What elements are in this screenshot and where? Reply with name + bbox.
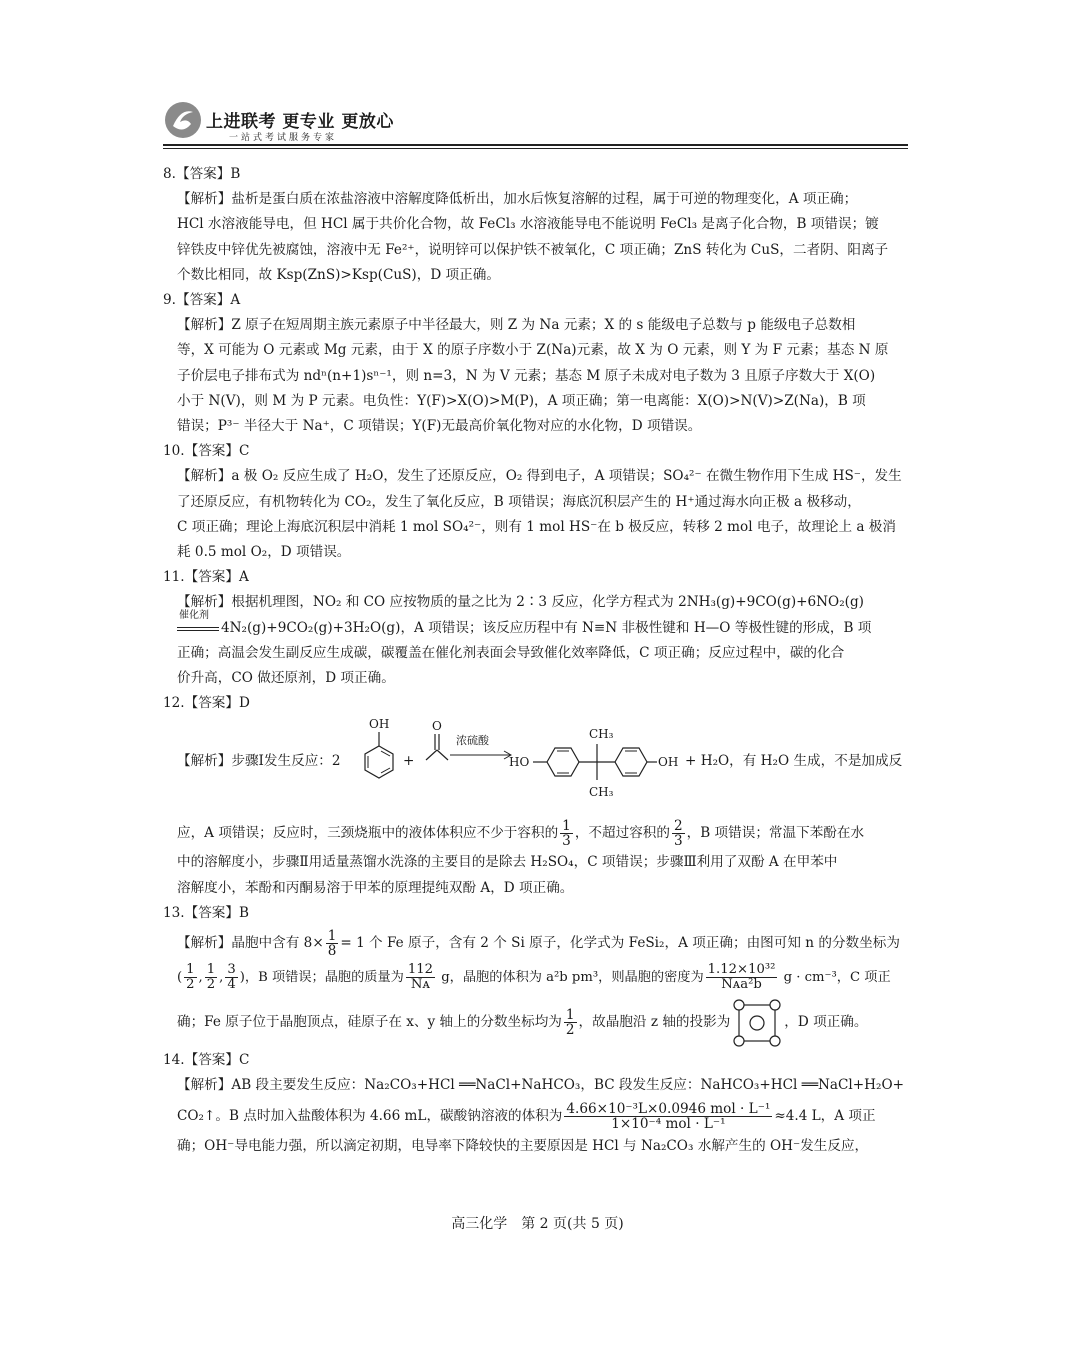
explanation-line: 子价层电子排布式为 ndⁿ(n+1)sⁿ⁻¹，则 n=3，N 为 V 元素；基态 M 原子未成对电子数为 3 且原子序数大于 X(O) [177,367,876,384]
text-fragment: CO₂↑。B 点时加入盐酸体积为 4.66 mL，碳酸钠溶液的体积为 [177,1108,563,1125]
text-fragment: g，晶胞的体积为 a²b pm³，则晶胞的密度为 [437,970,704,986]
fraction [564,1102,772,1131]
answer-label: 13.【答案】B [163,904,249,921]
numerator: 1 [186,962,195,978]
denominator: Nᴀ [410,977,430,993]
brand-title: 上进联考 更专业 更放心 [206,112,394,132]
text-fragment: )，B 项错误；晶胞的质量为 [239,970,404,986]
page-header [163,100,908,155]
text-fragment: ，B 项错误；常温下苯酚在水 [686,825,865,842]
explanation-line: 【解析】AB 段主要发生反应：Na₂CO₃+HCl ══NaCl+NaHCO₃，BC 段发生反应：NaHCO₃+HCl ══NaCl+H₂O+ [177,1077,904,1094]
text-fragment: ≈4.4 L，A 项正 [774,1108,876,1125]
fraction [184,963,196,992]
text-fragment: g · cm⁻³，C 项正 [779,970,891,986]
ch3-bottom-label: CH₃ [589,785,614,800]
oh-right-label: OH [658,755,679,770]
denominator: 2 [206,977,216,993]
catalyst-label: 催化剂 [179,610,209,622]
explanation-line [163,610,911,641]
fraction [564,1008,577,1037]
reaction-suffix: + H₂O，有 H₂O 生成，不是加成反 [685,753,903,770]
answer-label: 9.【答案】A [163,292,241,309]
plus-sign: + [403,753,415,770]
denominator: 3 [673,833,683,850]
page-footer: 高三化学 第 2 页(共 5 页) [451,1216,624,1232]
text-fragment: 应，A 项错误；反应时，三颈烧瓶中的液体体积应不少于容积的 [177,825,559,842]
equal-line [177,630,219,631]
fraction [560,819,573,848]
denominator: 2 [565,1022,575,1039]
oh-label: OH [369,717,390,732]
text-fragment: ，故晶胞沿 z 轴的投影为 [578,1014,731,1031]
explanation-line [163,816,911,850]
explanation-line: 中的溶解度小，步骤Ⅱ用适量蒸馏水洗涤的主要目的是除去 H₂SO₄，C 项错误；步骤Ⅲ利用了双酚 A 在甲苯中 [177,854,838,871]
denominator: 2 [186,977,195,993]
text-fragment: 确；Fe 原子位于晶胞顶点，硅原子在 x、y 轴上的分数坐标均为 [177,1014,562,1031]
explanation-line: 溶解度小，苯酚和丙酮易溶于甲苯的原理提纯双酚 A，D 项正确。 [177,879,574,896]
answer-label: 11.【答案】A [163,569,249,586]
numerator: 1 [562,818,571,835]
fraction [205,963,217,992]
answer-label: 12.【答案】D [163,695,250,712]
explanation-line: 小于 N(V)，则 M 为 P 元素。电负性：Y(F)>X(O)>M(P)，A 项正确；第一电离能：X(O)>N(V)>Z(Na)，B 项 [177,392,866,409]
explanation-line: 错误；P³⁻ 半径大于 Na⁺，C 项错误；Y(F)无最高价氧化物对应的水化物，D 项错误。 [177,418,702,435]
explanation-line: 价升高，CO 做还原剂，D 项正确。 [177,670,395,687]
text-fragment: ( [177,970,183,986]
question-8 [163,162,911,288]
fraction [672,819,685,848]
numerator: 1 [565,1007,575,1024]
explanation-line: 【解析】根据机理图，NO₂ 和 CO 应按物质的量之比为 2∶3 反应，化学方程式为 2NH₃(g)+9CO(g)+6NO₂(g) [177,594,864,611]
reaction-arrow [450,734,514,764]
explanation-line [163,1098,911,1134]
answer-label: 8.【答案】B [163,166,241,182]
ho-label: HO [509,755,530,770]
explanation-line [163,926,911,960]
explanation-line: 确；OH⁻导电能力强，所以滴定初期，电导率下降较快的主要原因是 HCl 与 Na₂CO₃ 水解产生的 OH⁻发生反应， [177,1138,869,1155]
header-rule-thin [163,148,908,149]
fraction [706,963,778,992]
explanation-line: 正确；高温会发生副反应生成碳，碳覆盖在催化剂表面会导致催化效率降低，C 项正确；反应过程中，碳的化合 [177,644,845,661]
fraction [406,963,435,992]
numerator: 1 [206,962,216,978]
catalyst-arrow [177,610,221,638]
numerator: 2 [673,818,683,835]
phenol-structure [359,716,399,806]
equal-line [177,627,219,628]
numerator: 112 [407,962,433,978]
o-label: O [432,719,442,734]
reaction-prefix: 【解析】步骤Ⅰ发生反应：2 [177,753,341,770]
text-fragment: 【解析】晶胞中含有 8× [177,935,324,952]
text-fragment: = 1 个 Fe 原子，含有 2 个 Si 原子，化学式为 FeSi₂，A 项正确；由图可知 n 的分数坐标为 [340,935,900,952]
explanation-line: 【解析】a 极 O₂ 反应生成了 H₂O，发生了还原反应，O₂ 得到电子，A 项错误；SO₄²⁻ 在微生物作用下生成 HS⁻，发生 [177,468,902,485]
denominator: 4 [227,977,236,993]
brand-logo-icon [163,100,203,140]
denominator: Nᴀa²b [721,977,762,993]
numerator: 1.12×10³² [707,962,776,978]
explanation-line: 个数比相同，故 Ksp(ZnS)>Ksp(CuS)，D 项正确。 [177,266,500,283]
equation-text: 4N₂(g)+9CO₂(g)+3H₂O(g)，A 项错误；该反应历程中有 N≡N 非极性键和 H—O 等极性键的形成，B 项 [221,619,872,636]
text-fragment: ，不超过容积的 [574,825,670,842]
explanation-line: HCl 水溶液能导电，但 HCl 属于共价化合物，故 FeCl₃ 水溶液能导电不能说明 FeCl₃ 是离子化合物，B 项错误；镀 [177,216,879,233]
question-9 [163,288,911,439]
explanation-line: 耗 0.5 mol O₂，D 项错误。 [177,544,351,561]
denominator: 3 [562,833,571,850]
bisphenol-a-structure [509,716,684,816]
question-10 [163,439,911,565]
denominator: 8 [327,943,337,960]
explanation-line: 【解析】盐析是蛋白质在浓盐溶液中溶解度降低析出，加水后恢复溶解的过程，属于可逆的物理变化，A 项正确； [177,191,858,208]
explanation-line: ( $\frac{1}{2}$ , $\frac{1}{2}$ , $\frac{3}{4}$ )，B 项错误；晶胞的质量为 $\frac{112}{\text{Nᴀ}}$ g，晶胞的体积为 a²b pm³，则晶胞的密度为 $\frac{\text{1.12×10³²}}{\text{Nᴀa²b}}$ g · cm⁻³，C 项正 [177,962,891,993]
numerator: 3 [227,962,236,978]
explanation-line: C 项正确；理论上海底沉积层中消耗 1 mol SO₄²⁻，则有 1 mol HS⁻在 b 极反应，转移 2 mol 电子，故理论上 a 极消 [177,518,896,535]
brand-subtitle: 一站式考试服务专家 [229,133,338,143]
denominator: 1×10⁻⁴ mol · L⁻¹ [611,1116,726,1133]
explanation-line: 锌铁皮中锌优先被腐蚀，溶液中无 Fe²⁺，说明锌可以保护铁不被氧化，C 项正确；ZnS 转化为 CuS，二者阴、阳离子 [177,241,889,258]
question-11 [163,565,911,691]
reaction-scheme [163,716,911,816]
numerator: 4.66×10⁻³L×0.0946 mol · L⁻¹ [566,1101,771,1118]
question-12 [163,691,911,901]
answer-label: 14.【答案】C [163,1052,250,1069]
question-13 [163,901,911,1048]
fraction [326,929,339,958]
answer-content [163,162,911,1160]
explanation-line: 了还原反应，有机物转化为 CO₂，发生了氧化反应，B 项错误；海底沉积层产生的 H⁺通过海水向正极 a 极移动， [177,493,861,510]
text-fragment: ，D 项正确。 [784,1014,868,1031]
explanation-line: 【解析】Z 原子在短周期主族元素原子中半径最大，则 Z 为 Na 元素；X 的 s 能级电子总数与 p 能级电子总数相 [177,317,856,334]
numerator: 1 [327,928,337,945]
answer-label: 10.【答案】C [163,443,250,460]
fraction [225,963,237,992]
crystal-projection-figure [732,998,782,1048]
header-rule [163,144,908,146]
reagent-label: 浓硫酸 [456,734,489,748]
explanation-line [163,996,911,1048]
question-14 [163,1048,911,1160]
explanation-line: 等，X 可能为 O 元素或 Mg 元素，由于 X 的原子序数小于 Z(Na)元素，故 X 为 O 元素，则 Y 为 F 元素；基态 N 原 [177,342,889,359]
ch3-top-label: CH₃ [589,727,614,742]
